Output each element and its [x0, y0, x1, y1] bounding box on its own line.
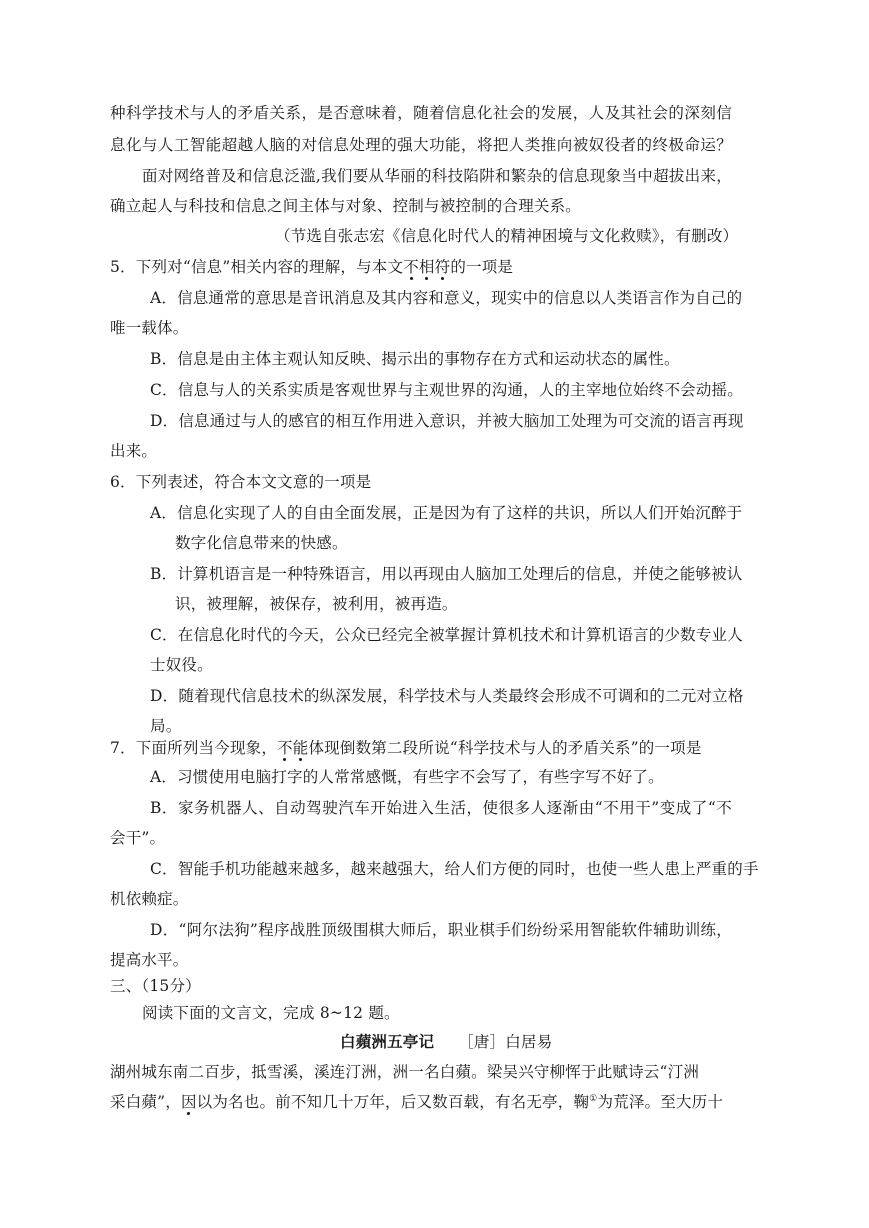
- q7-option-b-cont: 会干”。: [110, 829, 166, 847]
- q5-option-d: D．信息通过与人的感官的相互作用进入意识，并被大脑加工处理为可交流的语言再现: [150, 412, 744, 430]
- q5-option-d-cont: 出来。: [110, 442, 158, 460]
- text-segment: 为荒泽。至大历十: [597, 1093, 724, 1111]
- q7-option-d-cont: 提高水平。: [110, 951, 189, 969]
- passage-line: 确立起人与科技和信息之间主体与对象、控制与被控制的合理关系。: [110, 197, 582, 215]
- stem-text: 的一项是: [450, 258, 514, 276]
- question-5-stem: [110, 257, 513, 277]
- q7-option-c: C．智能手机功能越来越多，越来越强大，给人们方便的同时，也使一些人患上严重的手: [150, 860, 759, 878]
- q6-option-b: B．计算机语言是一种特殊语言，用以再现由人脑加工处理后的信息，并使之能够被认: [150, 565, 743, 583]
- text-segment: 采白蘋”，: [110, 1093, 181, 1111]
- passage-line: 息化与人工智能超越人脑的对信息处理的强大功能，将把人类推向被奴役者的终极命运？: [110, 136, 732, 154]
- q7-option-c-cont: 机依赖症。: [110, 890, 189, 908]
- q7-option-b: B．家务机器人、自动驾驶汽车开始进入生活，使很多人逐渐由“不用干”变成了“不: [150, 799, 732, 817]
- q6-option-c-cont: 士奴役。: [150, 656, 213, 674]
- q5-option-a-cont: 唯一载体。: [110, 319, 189, 337]
- passage-source: （节选自张志宏《信息化时代人的精神困境与文化救赎》，有删改）: [275, 227, 739, 245]
- q6-option-c: C．在信息化时代的今天，公众已经完全被掌握计算机技术和计算机语言的少数专业人: [150, 626, 743, 644]
- q6-option-a: A．信息化实现了人的自由全面发展，正是因为有了这样的共识，所以人们开始沉醉于: [150, 504, 743, 522]
- q5-option-a: A．信息通常的意思是音讯消息及其内容和意义，现实中的信息以人类语言作为自己的: [150, 289, 743, 307]
- q6-option-a-cont: 数字化信息带来的快感。: [175, 534, 348, 552]
- emphasis-char: 不: [277, 739, 293, 757]
- stem-text: 7．下面所列当今现象，: [110, 739, 278, 757]
- q6-option-b-cont: 识，被理解，被保存，被利用，被再造。: [175, 595, 458, 613]
- section-instruction: 阅读下面的文言文，完成 8~12 题。: [142, 1004, 400, 1022]
- passage-line: 种科学技术与人的矛盾关系，是否意味着，随着信息化社会的发展，人及其社会的深刻信: [110, 104, 732, 122]
- classical-text-line: 湖州城东南二百步，抵雪溪，溪连汀洲，洲一名白蘋。梁吴兴守柳恽于此赋诗云“汀洲: [110, 1063, 700, 1081]
- q7-option-a: A．习惯使用电脑打字的人常常感慨，有些字不会写了，有些字写不好了。: [150, 768, 664, 786]
- text-segment: 以为名也。前不知几十万年，后又数百载，有名无亭，鞠: [196, 1093, 590, 1111]
- stem-text: 体现倒数第二段所说“科学技术与人的矛盾关系”的一项是: [308, 739, 702, 757]
- footnote-marker: ①: [589, 1093, 598, 1104]
- passage-line: 面对网络普及和信息泛滥,我们要从华丽的科技陷阱和繁杂的信息现象当中超拔出来，: [142, 167, 732, 185]
- question-7-stem: [110, 738, 702, 758]
- classical-text-author: ［唐］白居易: [458, 1033, 553, 1051]
- emphasis-char: 不: [403, 258, 419, 276]
- classical-text-header: [340, 1032, 552, 1052]
- q6-option-d: D．随着现代信息技术的纵深发展，科学技术与人类最终会形成不可调和的二元对立格: [150, 687, 744, 705]
- classical-text-title: 白蘋洲五亭记: [340, 1032, 435, 1051]
- q6-option-d-cont: 局。: [150, 717, 182, 735]
- q7-option-d: D．“阿尔法狗”程序战胜顶级围棋大师后，职业棋手们纷纷采用智能软件辅助训练，: [150, 921, 732, 939]
- question-6-stem: 6．下列表述，符合本文文意的一项是: [110, 473, 372, 491]
- emphasis-char: 相: [418, 258, 435, 276]
- emphasis-char: 能: [292, 739, 309, 757]
- stem-text: 5．下列对“信息”相关内容的理解，与本文: [110, 258, 404, 276]
- q5-option-b: B．信息是由主体主观认知反映、揭示出的事物存在方式和运动状态的属性。: [150, 350, 680, 368]
- q5-option-c: C．信息与人的关系实质是客观世界与主观世界的沟通，人的主宰地位始终不会动摇。: [150, 381, 743, 399]
- emphasis-char: 符: [434, 258, 451, 276]
- classical-text-line: [110, 1092, 723, 1112]
- section-heading: 三、（15分）: [110, 977, 201, 995]
- emphasis-char: 因: [180, 1093, 197, 1111]
